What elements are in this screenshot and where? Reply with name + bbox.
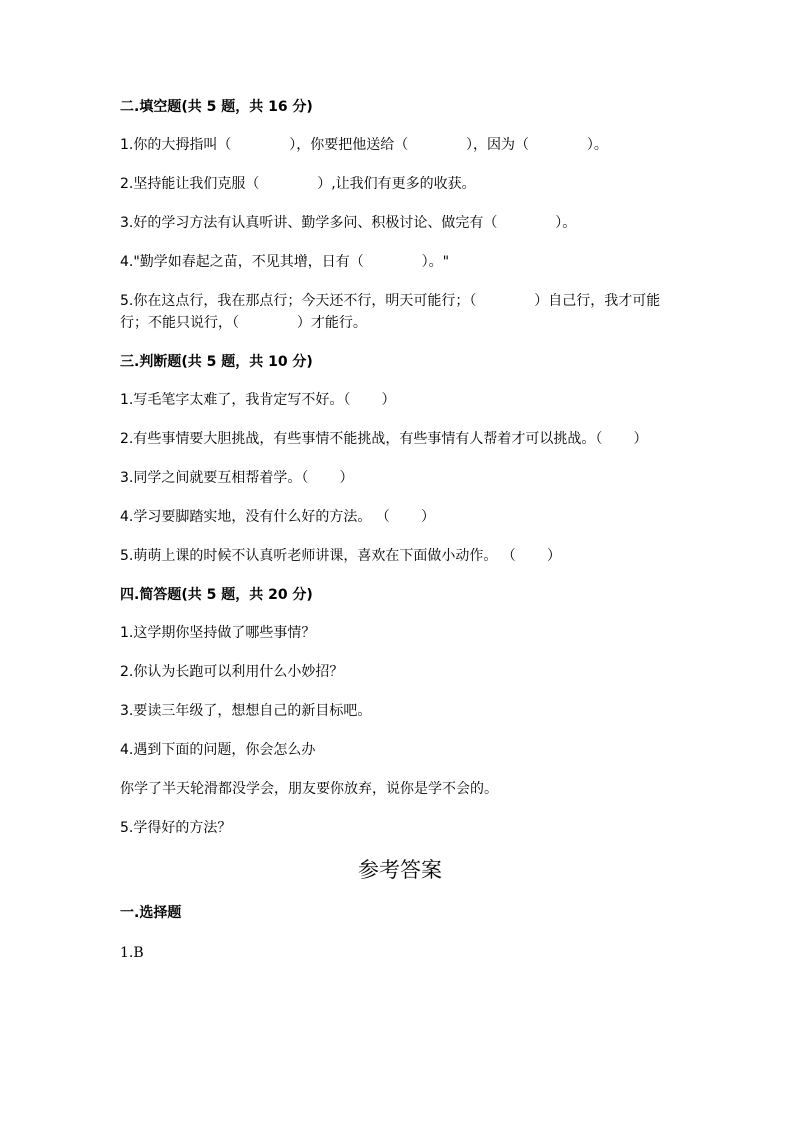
question-item: 5.学得好的方法？	[120, 820, 232, 836]
section-heading: 四.简答题(共 5 题，共 20 分)	[120, 587, 313, 603]
page-content	[120, 96, 680, 964]
question-item: 2.有些事情要大胆挑战，有些事情不能挑战，有些事情有人帮着才可以挑战。（ ）	[120, 431, 648, 447]
question-item: 4."勤学如春起之苗，不见其增，日有（ ）。"	[120, 254, 450, 270]
answer-item: 1.B	[120, 945, 144, 961]
section-heading: 三.判断题(共 5 题，共 10 分)	[120, 354, 313, 370]
section-heading: 二.填空题(共 5 题，共 16 分)	[120, 99, 313, 115]
question-item: 3.同学之间就要互相帮着学。（ ）	[120, 470, 354, 486]
question-item: 2.你认为长跑可以利用什么小妙招？	[120, 664, 344, 680]
question-item: 1.这学期你坚持做了哪些事情？	[120, 625, 316, 641]
section-fill-blank	[120, 96, 680, 334]
section-short-answer	[120, 584, 680, 839]
question-item: 1.你的大拇指叫（ ），你要把他送给（ ），因为（ ）。	[120, 137, 608, 153]
question-item: 4.学习要脚踏实地，没有什么好的方法。 （ ）	[120, 509, 435, 525]
question-item: 3.要读三年级了，想想自己的新目标吧。	[120, 703, 372, 719]
question-item: 4.遇到下面的问题，你会怎么办	[120, 742, 316, 758]
answers-subheading: 一.选择题	[120, 905, 182, 921]
section-true-false	[120, 351, 680, 567]
question-item: 你学了半天轮滑都没学会，朋友要你放弃，说你是学不会的。	[120, 781, 498, 797]
question-item: 3.好的学习方法有认真听讲、勤学多问、积极讨论、做完有（ ）。	[120, 215, 577, 231]
answer-key	[120, 856, 680, 964]
answers-title: 参考答案	[358, 858, 442, 882]
question-item: 5.你在这点行，我在那点行；今天还不行，明天可能行；（ ）自己行，我才可能行；不能只说行，（ ）才能行。	[120, 293, 661, 331]
question-item: 5.萌萌上课的时候不认真听老师讲课，喜欢在下面做小动作。 （ ）	[120, 548, 561, 564]
question-item: 1.写毛笔字太难了，我肯定写不好。（ ）	[120, 392, 396, 408]
question-item: 2.坚持能让我们克服（ ）,让我们有更多的收获。	[120, 176, 476, 192]
